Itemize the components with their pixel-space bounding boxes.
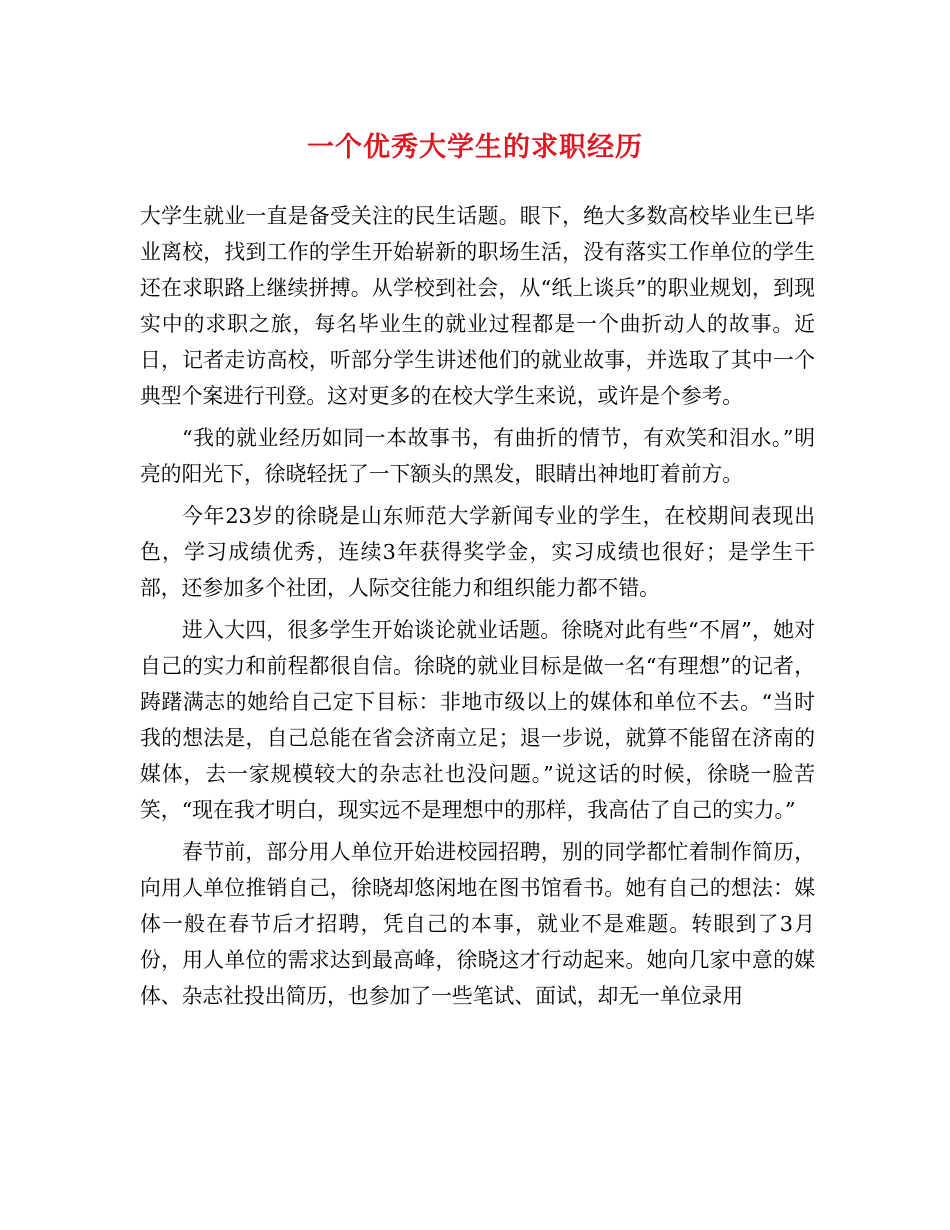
paragraph-background: 今年23岁的徐晓是山东师范大学新闻专业的学生，在校期间表现出色，学习成绩优秀，连续3年获得奖学金，实习成绩也很好；是学生干部，还参加多个社团，人际交往能力和组织能力都不错。 bbox=[140, 504, 815, 600]
document-body bbox=[140, 198, 815, 1020]
paragraph-intro: 大学生就业一直是备受关注的民生话题。眼下，绝大多数高校毕业生已毕业离校，找到工作的学生开始崭新的职场生活，没有落实工作单位的学生还在求职路上继续拼搏。从学校到社会，从“纸上谈兵”的职业规划，到现实中的求职之旅，每名毕业生的就业过程都是一个曲折动人的故事。近日，记者走访高校，听部分学生讲述他们的就业故事，并选取了其中一个典型个案进行刊登。这对更多的在校大学生来说，或许是个参考。 bbox=[140, 204, 815, 408]
document-title: 一个优秀大学生的求职经历 bbox=[307, 132, 643, 163]
paragraph-senior-year: 进入大四，很多学生开始谈论就业话题。徐晓对此有些“不屑”，她对自己的实力和前程都很自信。徐晓的就业目标是做一名“有理想”的记者，踌躇满志的她给自己定下目标：非地市级以上的媒体和单位不去。“当时我的想法是，自己总能在省会济南立足；退一步说，就算不能留在济南的媒体，去一家规模较大的杂志社也没问题。”说这话的时候，徐晓一脸苦笑，“现在我才明白，现实远不是理想中的那样，我高估了自己的实力。” bbox=[140, 618, 815, 822]
paragraph-quote: “我的就业经历如同一本故事书，有曲折的情节，有欢笑和泪水。”明亮的阳光下，徐晓轻抚了一下额头的黑发，眼睛出神地盯着前方。 bbox=[140, 426, 815, 486]
paragraph-spring-festival: 春节前，部分用人单位开始进校园招聘，别的同学都忙着制作简历，向用人单位推销自己，徐晓却悠闲地在图书馆看书。她有自己的想法：媒体一般在春节后才招聘，凭自己的本事，就业不是难题。转眼到了3月份，用人单位的需求达到最高峰，徐晓这才行动起来。她向几家中意的媒体、杂志社投出简历，也参加了一些笔试、面试，却无一单位录用 bbox=[140, 840, 815, 1008]
